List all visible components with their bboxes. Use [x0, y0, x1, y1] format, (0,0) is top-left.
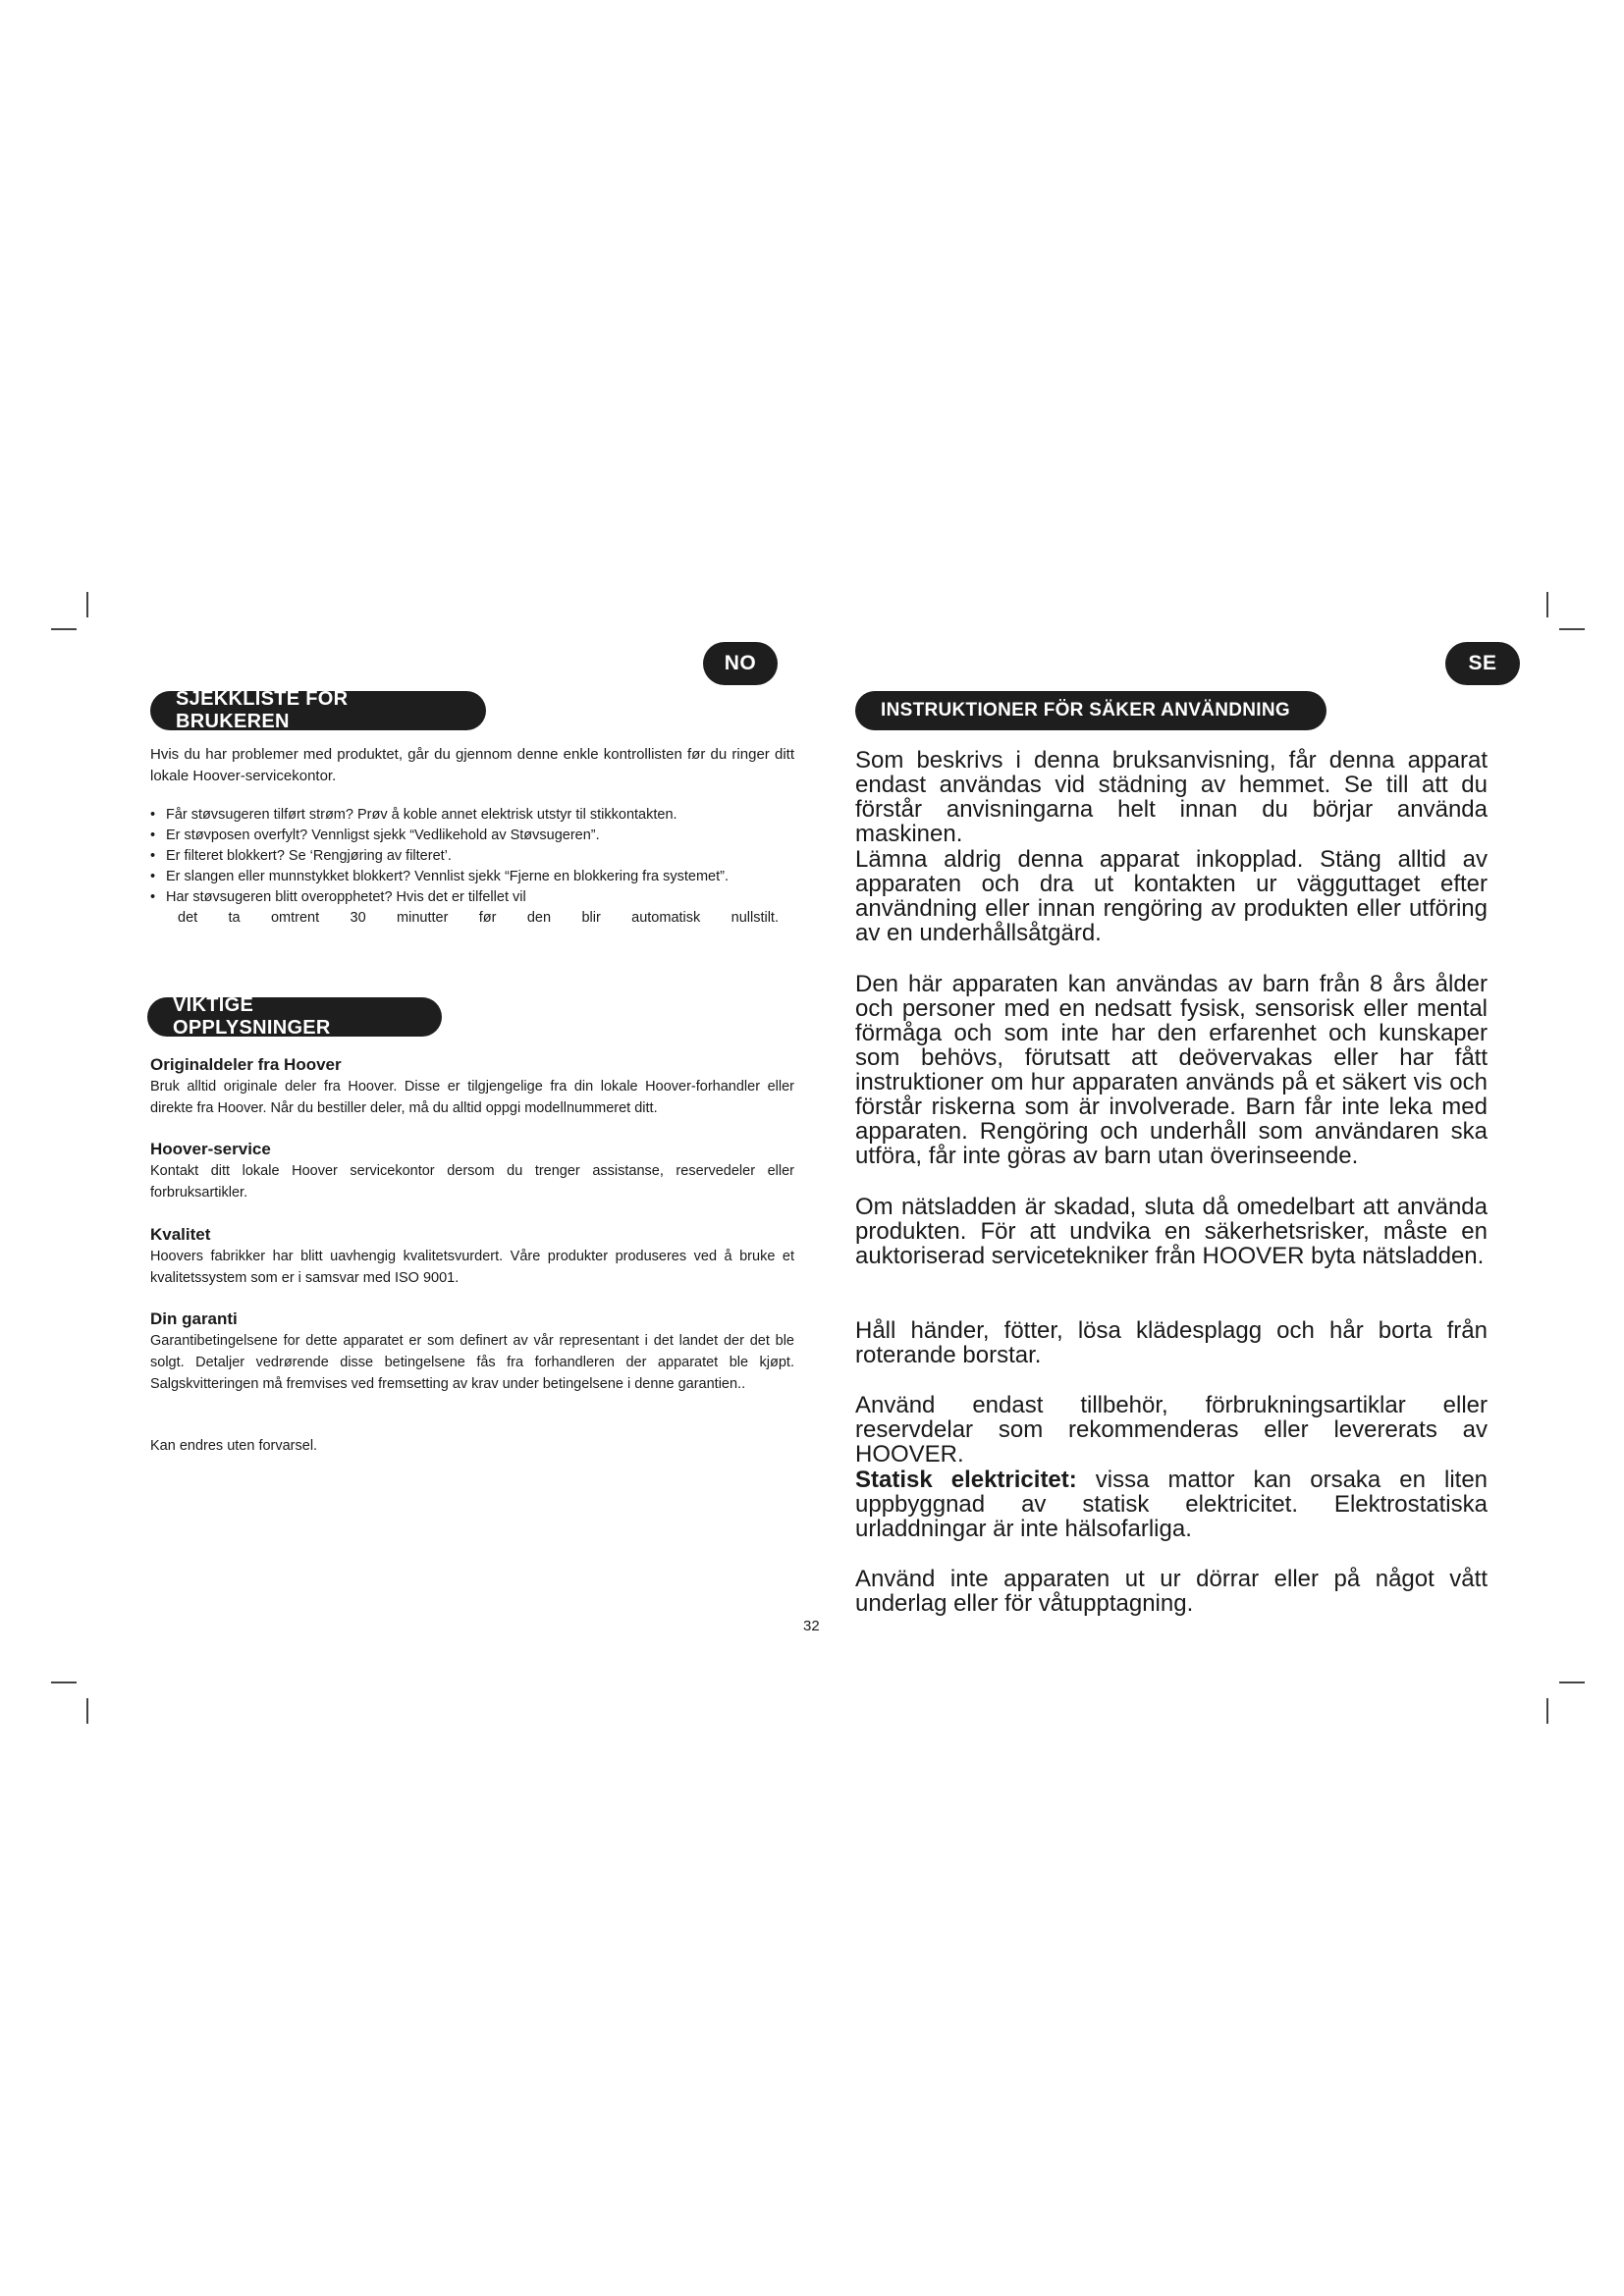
- checklist-list: [150, 805, 779, 929]
- crop-mark: [86, 1698, 88, 1724]
- list-item: • Er filteret blokkert? Se ‘Rengjøring av filteret’.: [150, 846, 779, 867]
- static-text: vissa mattor kan orsaka en liten uppbyggnad av statisk elektricitet. Elektrostatiska urladdningar är inte hälsofarliga.: [855, 1467, 1489, 1542]
- info-section-text: Garantibetingelsene for dette apparatet er som definert av vår representant i det landet der det ble solgt. Detaljer vedrørende disse betingelsene fås fra forhandleren der apparatet ble kjøpt. Salgskvitteringen må fremvises ved fremsetting av krav under betingelsene i denne garantien..: [150, 1333, 794, 1392]
- list-item: • Har støvsugeren blitt overopphetet? Hvis det er tilfellet vil det ta omtrent 30 minutter før den blir automatisk nullstilt.: [150, 887, 779, 929]
- info-section-text: Kontakt ditt lokale Hoover servicekontor dersom du trenger assistanse, reservedeler eller forbruksartikler.: [150, 1163, 794, 1201]
- bullet-icon: •: [150, 807, 156, 823]
- safety-paragraph: Som beskrivs i denna bruksanvisning, får denna apparat endast användas vid städning av hemmet. Se till att du förstår anvisningarna helt innan du börjar använda maskinen.: [855, 747, 1488, 847]
- safety-paragraph-static: [855, 1468, 1488, 1541]
- static-label: Statisk elektricitet:: [855, 1467, 1077, 1493]
- info-section-heading: Kvalitet: [150, 1225, 211, 1244]
- list-item: • Er slangen eller munnstykket blokkert? Vennlist sjekk “Fjerne en blokkering fra systemet”.: [150, 867, 779, 887]
- info-section-original-parts: [150, 1054, 794, 1119]
- info-footer: [150, 1435, 794, 1457]
- info-section-service: [150, 1139, 794, 1203]
- safety-paragraph: Använd inte apparaten ut ur dörrar eller på något vått underlag eller för våtupptagning.: [855, 1566, 1488, 1617]
- crop-mark: [1546, 1698, 1548, 1724]
- crop-mark: [51, 628, 77, 630]
- safety-heading: INSTRUKTIONER FÖR SÄKER ANVÄNDNING: [855, 691, 1326, 730]
- info-section-heading: Din garanti: [150, 1309, 238, 1328]
- bullet-icon: •: [150, 848, 156, 864]
- safety-paragraph: Lämna aldrig denna apparat inkopplad. Stäng alltid av apparaten och dra ut kontakten ur vägguttaget efter användning eller innan rengöring av produkten eller utföring av en underhållsåtgärd.: [855, 846, 1488, 946]
- safety-paragraph: Håll händer, fötter, lösa klädesplagg och hår borta från roterande borstar.: [855, 1317, 1488, 1368]
- bullet-icon: •: [150, 889, 156, 905]
- info-section-heading: Hoover-service: [150, 1140, 271, 1158]
- crop-mark: [1559, 628, 1585, 630]
- info-section-text: Bruk alltid originale deler fra Hoover. Disse er tilgjengelige fra din lokale Hoover-forhandler eller direkte fra Hoover. Når du bestiller deler, må du alltid oppgi modellnummeret ditt.: [150, 1079, 794, 1116]
- safety-paragraph: Använd endast tillbehör, förbrukningsartiklar eller reservdelar som rekommenderas eller levererats av HOOVER.: [855, 1392, 1488, 1468]
- crop-mark: [51, 1682, 77, 1683]
- info-footer-text: Kan endres uten forvarsel.: [150, 1438, 318, 1454]
- checklist-intro-text: Hvis du har problemer med produktet, går du gjennom denne enkle kontrollisten før du ringer ditt lokale Hoover-servicekontor.: [150, 746, 794, 784]
- bullet-icon: •: [150, 869, 156, 884]
- language-tab-no: NO: [703, 642, 778, 685]
- safety-paragraph: Om nätsladden är skadad, sluta då omedelbart att använda produkten. För att undvika en säkerhetsrisker, måste en auktoriserad servicetekniker från HOOVER byta nätsladden.: [855, 1194, 1488, 1269]
- bullet-icon: •: [150, 828, 156, 843]
- info-section-text: Hoovers fabrikker har blitt uavhengig kvalitetsvurdert. Våre produkter produseres ved å bruke et kvalitetssystem som er i samsvar med ISO 9001.: [150, 1249, 794, 1286]
- crop-mark: [1559, 1682, 1585, 1683]
- page-number: 32: [803, 1618, 820, 1634]
- safety-paragraph: Den här apparaten kan användas av barn från 8 års ålder och personer med en nedsatt fysisk, sensorisk eller mental förmåga och som inte har den erfarenhet och kunskaper som behövs, förutsatt att deövervakas eller har fått instruktioner om hur apparaten används på et säkert vis och förstår riskerna som är involverade. Barn får inte leka med apparaten. Rengöring och underhåll som användaren ska utföra, får inte göras av barn utan överinseende.: [855, 971, 1488, 1169]
- list-item: • Får støvsugeren tilført strøm? Prøv å koble annet elektrisk utstyr til stikkontakten.: [150, 805, 779, 826]
- info-section-heading: Originaldeler fra Hoover: [150, 1055, 342, 1074]
- info-heading: VIKTIGE OPPLYSNINGER: [147, 997, 442, 1037]
- crop-mark: [1546, 592, 1548, 617]
- crop-mark: [86, 592, 88, 617]
- info-section-quality: [150, 1224, 794, 1289]
- checklist-intro: [150, 744, 794, 787]
- list-item: • Er støvposen overfylt? Vennligst sjekk “Vedlikehold av Støvsugeren”.: [150, 826, 779, 846]
- language-tab-se: SE: [1445, 642, 1520, 685]
- info-section-warranty: [150, 1308, 794, 1395]
- checklist-heading: SJEKKLISTE FOR BRUKEREN: [150, 691, 486, 730]
- list-item-continuation: det ta omtrent 30 minutter før den blir automatisk nullstilt.: [178, 910, 779, 926]
